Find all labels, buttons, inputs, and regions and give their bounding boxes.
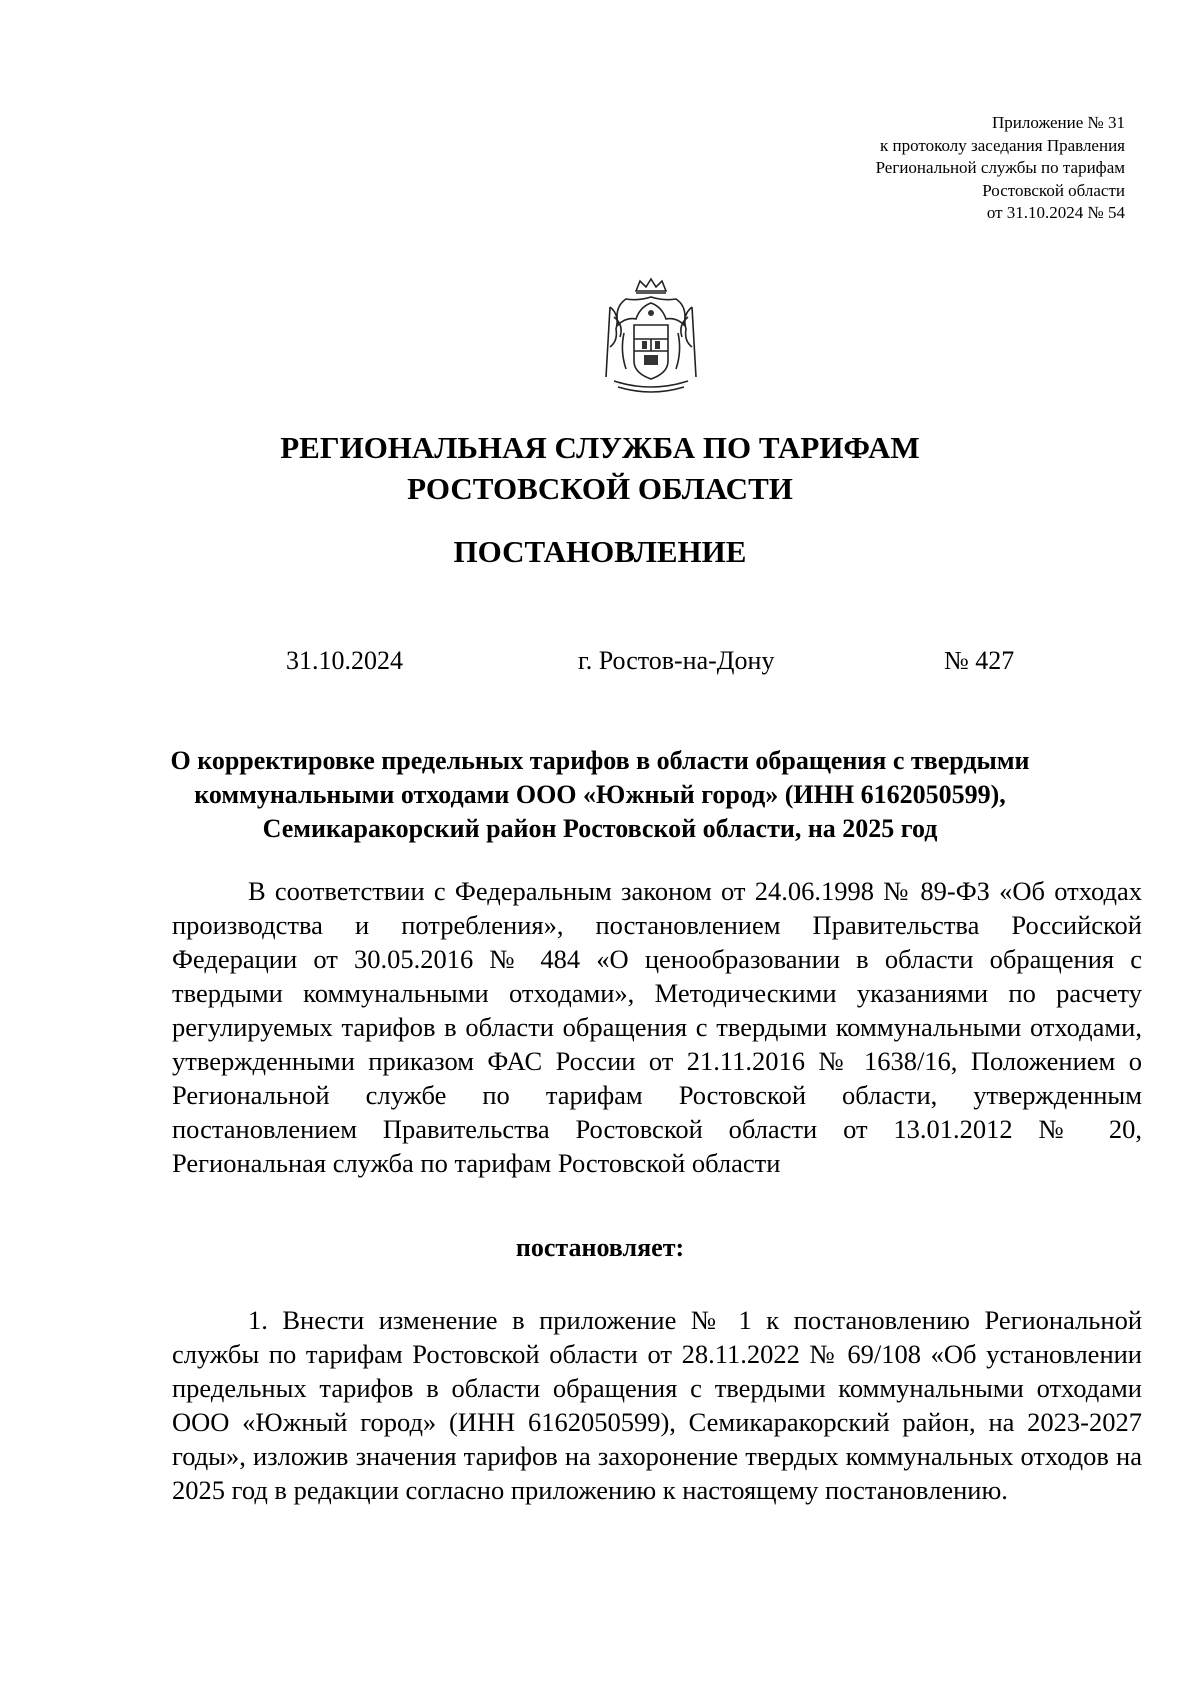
annex-line: Ростовской области bbox=[982, 180, 1125, 200]
subject-line: Семикаракорский район Ростовской области, на 2025 год bbox=[262, 814, 938, 843]
annex-line: от 31.10.2024 № 54 bbox=[986, 203, 1125, 222]
item-paragraph: 1. Внести изменение в приложение № 1 к постановлению Региональной службы по тарифам Ростовской области от 28.11.2022 № 69/108 «Об установлении предельных тарифов в области обращения с твердыми коммунальными отходами ООО «Южный город» (ИНН 6162050599), Семикаракорский район, на 2023-2027 годы», изложив значения тарифов на захоронение твердых коммунальных отходов на 2025 год в редакции согласно приложению к настоящему постановлению. bbox=[172, 1305, 1142, 1505]
annex-line: Приложение № 31 bbox=[992, 113, 1125, 132]
organization-name bbox=[0, 427, 1200, 509]
subject-line: О корректировке предельных тарифов в области обращения с твердыми bbox=[170, 746, 1030, 775]
subject-line: коммунальными отходами ООО «Южный город» (ИНН 6162050599), bbox=[194, 780, 1006, 809]
annex-reference bbox=[876, 112, 1125, 225]
annex-line: Региональной службы по тарифам bbox=[875, 158, 1125, 177]
document-type: ПОСТАНОВЛЕНИЕ bbox=[453, 534, 747, 569]
organization-name-line: РОСТОВСКОЙ ОБЛАСТИ bbox=[407, 471, 793, 506]
document-date: 31.10.2024 bbox=[286, 646, 403, 675]
organization-name-line: РЕГИОНАЛЬНАЯ СЛУЖБА ПО ТАРИФАМ bbox=[280, 430, 920, 465]
document-city: г. Ростов-на-Дону bbox=[578, 646, 775, 675]
preamble-paragraph: В соответствии с Федеральным законом от 24.06.1998 № 89-ФЗ «Об отходах производства и потребления», постановлением Правительства Российской Федерации от 30.05.2016 № 484 «О ценообразовании в области обращения с твердыми коммунальными отходами», Методическими указаниями по расчету регулируемых тарифов в области обращения с твердыми коммунальными отходами, утвержденными приказом ФАС России от 21.11.2016 № 1638/16, Положением о Региональной службе по тарифам Ростовской области, утвержденным постановлением Правительства Ростовской области от 13.01.2012 № 20, Региональная служба по тарифам Ростовской области bbox=[172, 876, 1142, 1178]
coat-of-arms-icon bbox=[596, 277, 706, 397]
decree-word: постановляет: bbox=[515, 1233, 685, 1262]
annex-line: к протоколу заседания Правления bbox=[880, 135, 1125, 155]
document-subject bbox=[150, 744, 1050, 846]
document-number: № 427 bbox=[944, 646, 1015, 675]
